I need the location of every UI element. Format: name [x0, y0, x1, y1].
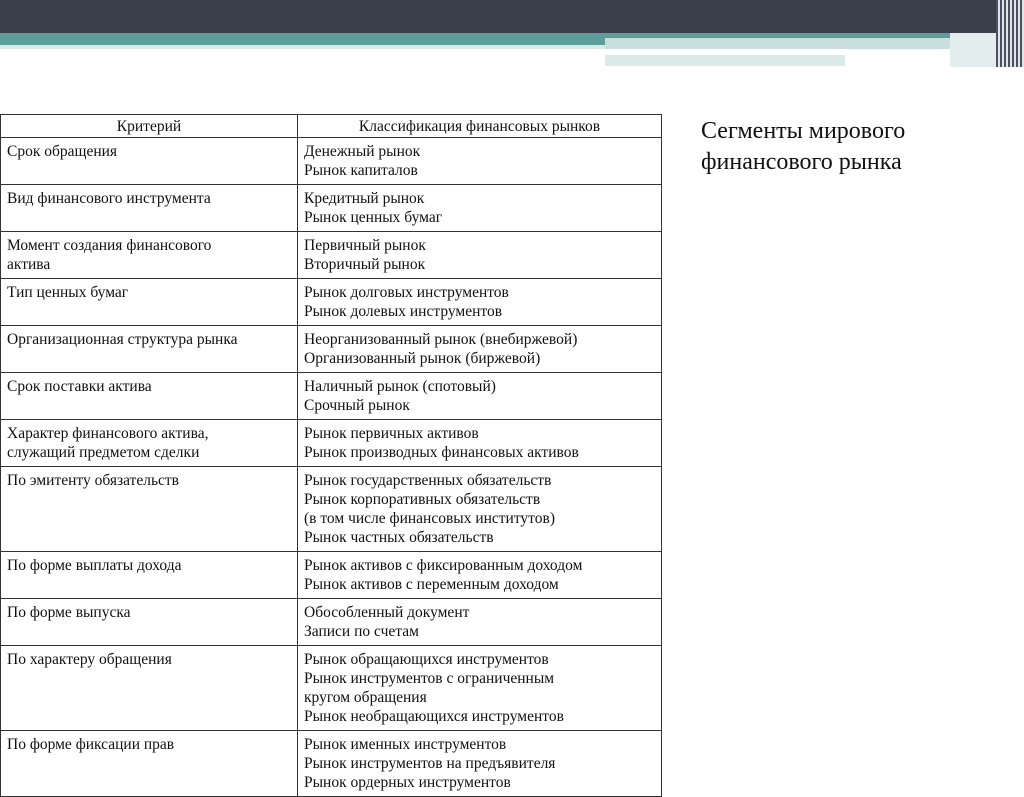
- table-header-row: [1, 115, 662, 138]
- classification-text: Обособленный документ: [304, 604, 470, 621]
- table-row: [1, 467, 662, 552]
- classification-text: Вторичный рынок: [304, 256, 426, 273]
- classification-text: Записи по счетам: [304, 623, 419, 640]
- table-row: [1, 326, 662, 373]
- column-header-classification: Классификация финансовых рынков: [298, 115, 662, 138]
- classification-text: Организованный рынок (биржевой): [304, 350, 541, 367]
- classification-cell: [298, 279, 662, 326]
- criterion-cell: [1, 420, 298, 467]
- table-row: [1, 731, 662, 797]
- classification-cell: [298, 552, 662, 599]
- classification-text: Рынок ордерных инструментов: [304, 774, 511, 791]
- criterion-cell: [1, 646, 298, 731]
- criterion-text: Момент создания финансового: [7, 237, 212, 254]
- slide-accent-bar: [0, 33, 605, 45]
- classification-text: Рынок обращающихся инструментов: [304, 651, 549, 668]
- classification-text: Рынок капиталов: [304, 162, 418, 179]
- classification-cell: [298, 420, 662, 467]
- table-row: [1, 232, 662, 279]
- criterion-text: Срок обращения: [7, 143, 118, 160]
- classification-cell: [298, 232, 662, 279]
- criterion-cell: [1, 552, 298, 599]
- classification-text: Рынок корпоративных обязательств: [304, 491, 541, 508]
- criterion-text: По форме выпуска: [7, 604, 131, 621]
- classification-text: Денежный рынок: [304, 143, 421, 160]
- criterion-text: актива: [7, 256, 51, 273]
- classification-text: Рынок необращающихся инструментов: [304, 708, 564, 725]
- table-row: [1, 138, 662, 185]
- classification-text: (в том числе финансовых институтов): [304, 510, 555, 527]
- criterion-cell: [1, 731, 298, 797]
- slide-title-line: финансового рынка: [701, 149, 902, 175]
- criterion-text: Характер финансового актива,: [7, 425, 209, 442]
- slide-header-bar: [0, 0, 1024, 33]
- table-row: [1, 279, 662, 326]
- criterion-text: По форме выплаты дохода: [7, 557, 182, 574]
- criterion-cell: [1, 326, 298, 373]
- classification-text: Рынок первичных активов: [304, 425, 479, 442]
- table-body: [1, 138, 662, 797]
- classification-table: [0, 114, 662, 797]
- table-row: [1, 420, 662, 467]
- classification-text: кругом обращения: [304, 689, 427, 706]
- classification-text: Срочный рынок: [304, 397, 410, 414]
- classification-text: Наличный рынок (спотовый): [304, 378, 496, 395]
- criterion-cell: [1, 138, 298, 185]
- slide-accent-bar-light: [605, 55, 845, 66]
- criterion-cell: [1, 185, 298, 232]
- classification-text: Рынок инструментов с ограниченным: [304, 670, 555, 687]
- criterion-cell: [1, 232, 298, 279]
- classification-text: Кредитный рынок: [304, 190, 425, 207]
- classification-text: Рынок долговых инструментов: [304, 284, 509, 301]
- classification-cell: [298, 599, 662, 646]
- classification-text: Рынок инструментов на предъявителя: [304, 755, 556, 772]
- criterion-cell: [1, 467, 298, 552]
- slide-accent-bar-light: [0, 45, 605, 49]
- table-row: [1, 599, 662, 646]
- criterion-text: Вид финансового инструмента: [7, 190, 211, 207]
- classification-text: Рынок производных финансовых активов: [304, 444, 579, 461]
- classification-text: Неорганизованный рынок (внебиржевой): [304, 331, 578, 348]
- criterion-cell: [1, 599, 298, 646]
- table-row: [1, 373, 662, 420]
- slide-accent-bar-light: [605, 38, 950, 49]
- classification-text: Рынок ценных бумаг: [304, 209, 443, 226]
- criterion-text: Срок поставки актива: [7, 378, 152, 395]
- classification-table-container: [0, 114, 661, 797]
- classification-cell: [298, 731, 662, 797]
- table-row: [1, 552, 662, 599]
- table-row: [1, 646, 662, 731]
- table-row: [1, 185, 662, 232]
- criterion-text: По эмитенту обязательств: [7, 472, 179, 489]
- classification-text: Рынок активов с переменным доходом: [304, 576, 559, 593]
- classification-cell: [298, 467, 662, 552]
- classification-cell: [298, 326, 662, 373]
- criterion-text: Организационная структура рынка: [7, 331, 238, 348]
- column-header-criterion: Критерий: [1, 115, 298, 138]
- classification-cell: [298, 646, 662, 731]
- classification-text: Рынок именных инструментов: [304, 736, 507, 753]
- criterion-cell: [1, 373, 298, 420]
- criterion-text: служащий предметом сделки: [7, 444, 200, 461]
- criterion-text: По форме фиксации прав: [7, 736, 175, 753]
- criterion-text: Тип ценных бумаг: [7, 284, 129, 301]
- slide-title: [701, 116, 1001, 178]
- classification-text: Рынок долевых инструментов: [304, 303, 503, 320]
- classification-text: Рынок государственных обязательств: [304, 472, 552, 489]
- classification-cell: [298, 138, 662, 185]
- slide-title-line: Сегменты мирового: [701, 118, 906, 144]
- classification-cell: [298, 373, 662, 420]
- slide-accent-block: [950, 33, 996, 67]
- slide-stripe-decoration: [996, 0, 1024, 67]
- criterion-cell: [1, 279, 298, 326]
- criterion-text: По характеру обращения: [7, 651, 172, 668]
- classification-text: Рынок активов с фиксированным доходом: [304, 557, 583, 574]
- classification-cell: [298, 185, 662, 232]
- classification-text: Рынок частных обязательств: [304, 529, 494, 546]
- classification-text: Первичный рынок: [304, 237, 426, 254]
